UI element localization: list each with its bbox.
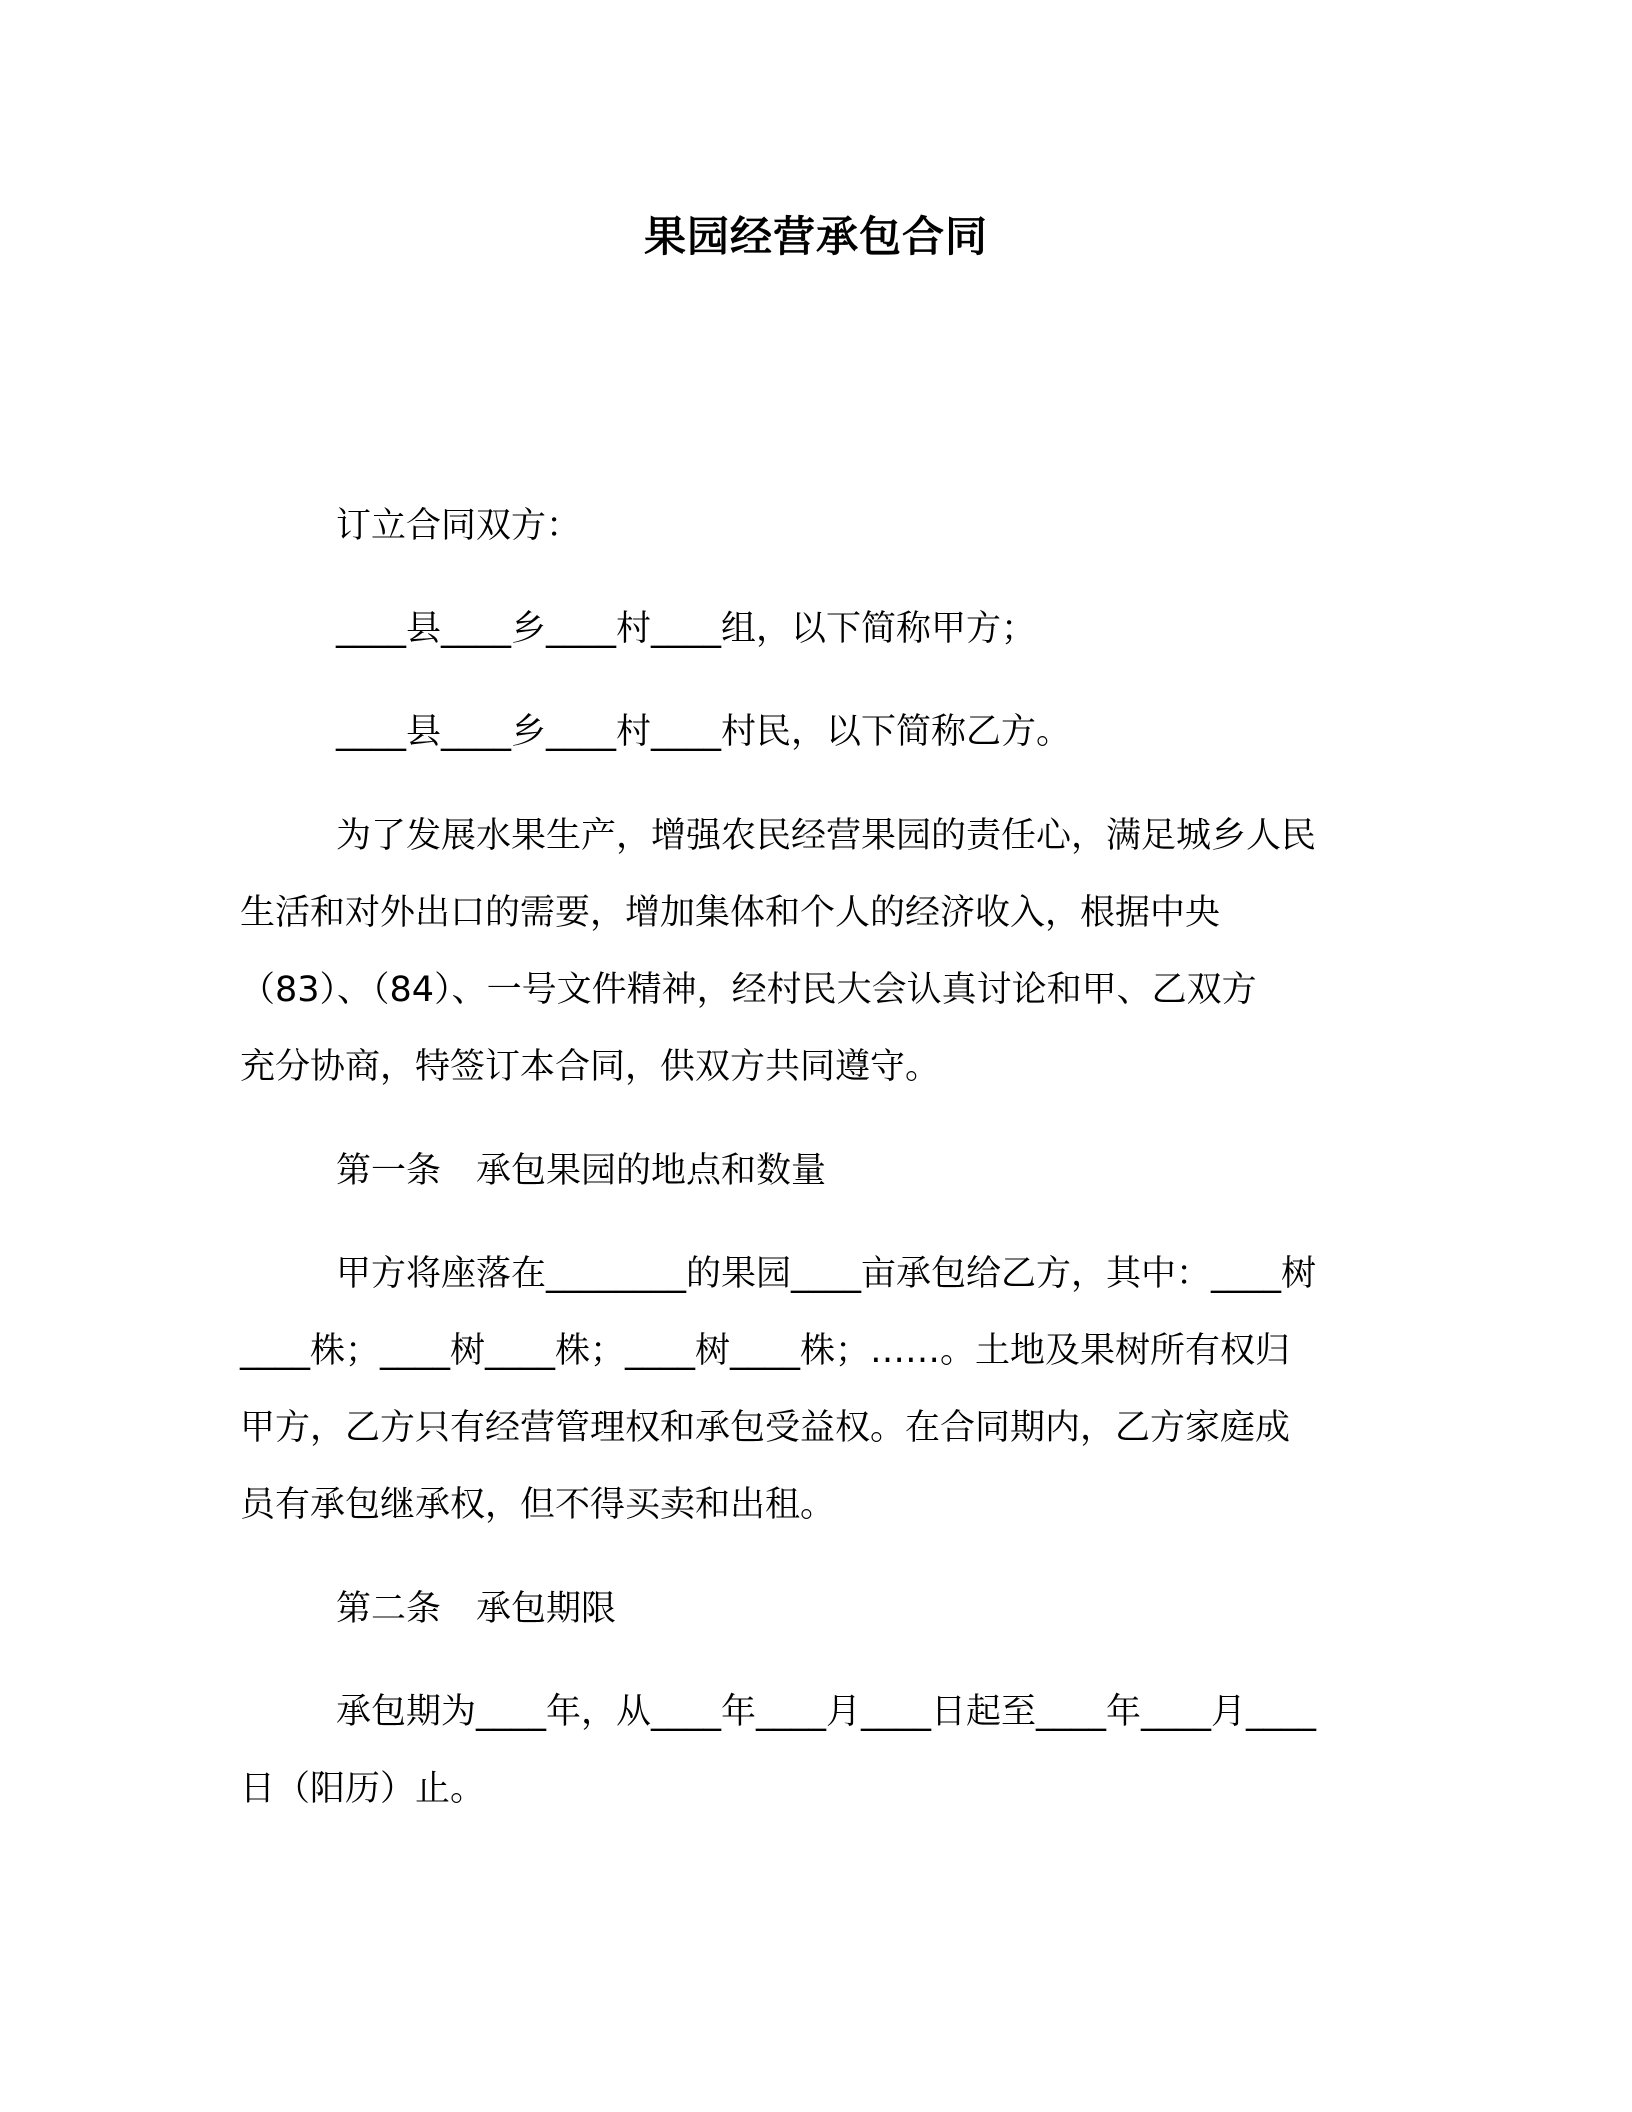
preamble-line-1: 为了发展水果生产，增强农民经营果园的责任心，满足城乡人民: [336, 816, 1317, 856]
article-1-line-4: 员有承包继承权，但不得买卖和出租。: [240, 1485, 836, 1525]
document-title: 果园经营承包合同: [643, 212, 988, 261]
article-1-line-2: ____株；____树____株；____树____株；……。土地及果树所有权归: [240, 1331, 1291, 1371]
article-1-heading: 第一条 承包果园的地点和数量: [336, 1151, 827, 1191]
article-2-line-1: 承包期为____年，从____年____月____日起至____年____月____: [336, 1692, 1317, 1732]
party-b-line: ____县____乡____村____村民，以下简称乙方。: [336, 712, 1072, 752]
preamble-line-3: （83）、（84）、一号文件精神，经村民大会认真讨论和甲、乙双方: [240, 970, 1257, 1010]
article-2-line-2: 日（阳历）止。: [240, 1769, 486, 1809]
article-1-line-1: 甲方将座落在________的果园____亩承包给乙方，其中：____树: [336, 1254, 1317, 1294]
preamble-line-4: 充分协商，特签订本合同，供双方共同遵守。: [240, 1047, 941, 1087]
party-a-line: ____县____乡____村____组，以下简称甲方；: [336, 609, 1037, 649]
parties-heading: 订立合同双方：: [336, 506, 582, 546]
preamble-line-2: 生活和对外出口的需要，增加集体和个人的经济收入，根据中央: [240, 893, 1221, 933]
article-1-line-3: 甲方，乙方只有经营管理权和承包受益权。在合同期内，乙方家庭成: [240, 1408, 1291, 1448]
article-2-heading: 第二条 承包期限: [336, 1589, 617, 1629]
